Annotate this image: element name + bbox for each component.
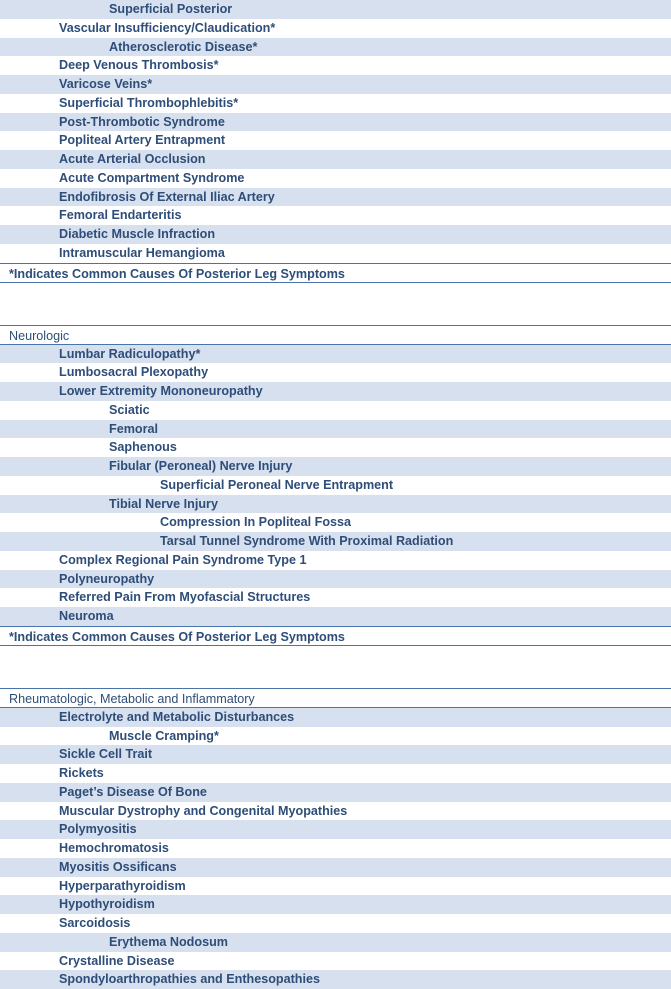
list-item: Lumbar Radiculopathy* — [0, 345, 671, 364]
list-item: Lumbosacral Plexopathy — [59, 365, 209, 380]
vascular-footnote: *Indicates Common Causes Of Posterior Leg Symptoms — [0, 263, 671, 283]
list-item: Spondyloarthropathies and Enthesopathies — [0, 970, 671, 989]
list-item: Endofibrosis Of External Iliac Artery — [0, 188, 671, 207]
list-item: Intramuscular Hemangioma — [59, 245, 225, 260]
list-item: Hyperparathyroidism — [59, 878, 186, 893]
rheumatologic-heading: Rheumatologic, Metabolic and Inflammatory — [0, 688, 671, 708]
list-item: Complex Regional Pain Syndrome Type 1 — [59, 552, 307, 567]
list-item: Femoral — [0, 420, 671, 439]
list-item: Deep Venous Thrombosis* — [59, 58, 219, 73]
list-item: Referred Pain From Myofascial Structures — [59, 590, 311, 605]
list-item: Compression In Popliteal Fossa — [160, 515, 352, 530]
list-item: Crystalline Disease — [59, 953, 175, 968]
neurologic-heading: Neurologic — [0, 325, 671, 345]
list-item: Sciatic — [109, 402, 150, 417]
list-item: Hypothyroidism — [0, 895, 671, 914]
list-item: Femoral Endarteritis — [59, 208, 182, 223]
list-item: Fibular (Peroneal) Nerve Injury — [0, 457, 671, 476]
rheumatologic-list — [0, 708, 671, 989]
list-item: Superficial Posterior — [0, 0, 671, 19]
section-spacer — [0, 646, 671, 688]
vascular-list — [0, 0, 671, 263]
list-item: Tarsal Tunnel Syndrome With Proximal Radiation — [0, 532, 671, 551]
list-item: Vascular Insufficiency/Claudication* — [59, 20, 276, 35]
list-item: Sickle Cell Trait — [0, 745, 671, 764]
list-item: Hemochromatosis — [59, 841, 169, 855]
neurologic-section — [0, 325, 671, 646]
list-item: Post-Thrombotic Syndrome — [0, 113, 671, 132]
list-item: Lower Extremity Mononeuropathy — [0, 382, 671, 401]
neurologic-footnote: *Indicates Common Causes Of Posterior Leg Symptoms — [0, 626, 671, 646]
list-item: Diabetic Muscle Infraction — [0, 225, 671, 244]
list-item: Muscle Cramping* — [109, 728, 219, 743]
list-item: Atherosclerotic Disease* — [0, 38, 671, 57]
list-item: Acute Compartment Syndrome — [59, 170, 245, 185]
list-item: Rickets — [59, 766, 104, 780]
list-item: Varicose Veins* — [0, 75, 671, 94]
list-item: Electrolyte and Metabolic Disturbances — [0, 708, 671, 727]
list-item: Erythema Nodosum — [0, 933, 671, 952]
list-item: Paget’s Disease Of Bone — [0, 783, 671, 802]
list-item: Polymyositis — [0, 820, 671, 839]
list-item: Superficial Thrombophlebitis* — [59, 95, 239, 110]
list-item: Acute Arterial Occlusion — [0, 150, 671, 169]
list-item: Saphenous — [109, 440, 177, 455]
neurologic-list — [0, 345, 671, 626]
list-item: Muscular Dystrophy and Congenital Myopathies — [59, 803, 348, 818]
list-item: Superficial Peroneal Nerve Entrapment — [160, 477, 394, 492]
list-item: Tibial Nerve Injury — [0, 495, 671, 514]
list-item: Sarcoidosis — [59, 916, 131, 930]
list-item: Polyneuropathy — [0, 570, 671, 589]
section-spacer — [0, 283, 671, 325]
list-item: Neuroma — [0, 607, 671, 626]
rheumatologic-section — [0, 688, 671, 989]
list-item: Myositis Ossificans — [0, 858, 671, 877]
list-item: Popliteal Artery Entrapment — [59, 133, 226, 148]
vascular-section — [0, 0, 671, 283]
